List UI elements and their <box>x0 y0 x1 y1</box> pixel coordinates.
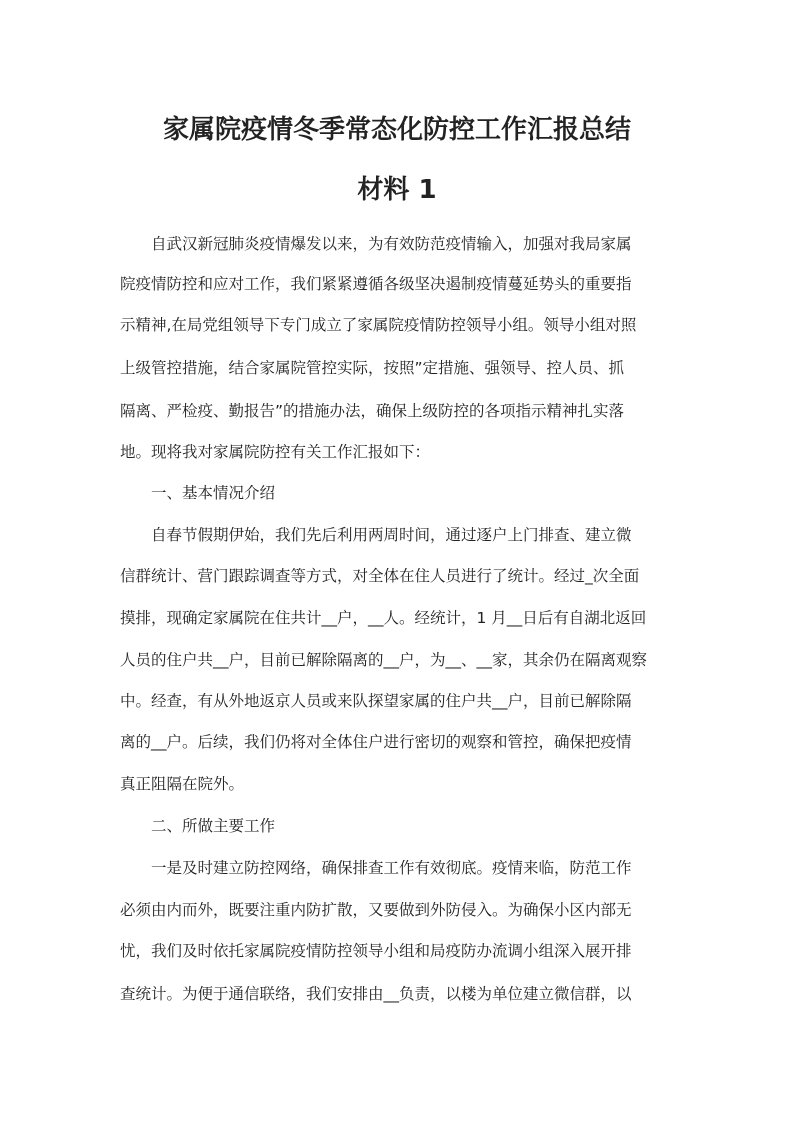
section-heading-basic-info: 一、基本情况介绍 <box>151 484 276 502</box>
section-heading-main-work: 二、所做主要工作 <box>151 817 276 835</box>
paragraph-line: 上级管控措施，结合家属院管控实际，按照”定措施、强领导、控人员、抓 <box>120 359 625 377</box>
paragraph-line: 摸排，现确定家属院在住共计__户，__人。经统计，1 月__日后有自湖北返回 <box>120 609 647 627</box>
paragraph-line: 信群统计、营门跟踪调查等方式，对全体在住人员进行了统计。经过_次全面 <box>120 567 640 585</box>
paragraph-line: 院疫情防控和应对工作，我们紧紧遵循各级坚决遏制疫情蔓延势头的重要指 <box>120 275 632 293</box>
paragraph-line: 示精神,在局党组领导下专门成立了家属院疫情防控领导小组。领导小组对照 <box>120 316 637 334</box>
paragraph-line: 隔离、严检疫、勤报告”的措施办法，确保上级防控的各项指示精神扎实落 <box>120 402 625 420</box>
paragraph-line: 真正阻隔在院外。 <box>120 775 245 793</box>
document-title-line-1: 家属院疫情冬季常态化防控工作汇报总结 <box>162 115 631 145</box>
paragraph-line: 中。经查，有从外地返京人员或来队探望家属的住户共__户，目前已解除隔 <box>120 692 632 710</box>
paragraph-line: 必须由内而外，既要注重内防扩散，又要做到外防侵入。为确保小区内部无 <box>120 901 632 919</box>
paragraph-line: 人员的住户共__户，目前已解除隔离的__户，为__、__家，其余仍在隔离观察 <box>120 651 648 669</box>
paragraph-line: 地。现将我对家属院防控有关工作汇报如下： <box>120 443 431 461</box>
paragraph-line: 自春节假期伊始，我们先后利用两周时间，通过逐户上门排查、建立微 <box>151 526 632 544</box>
paragraph-line: 一是及时建立防控网络，确保排查工作有效彻底。疫情来临，防范工作 <box>151 859 632 877</box>
paragraph-line: 查统计。为便于通信联络，我们安排由__负责，以楼为单位建立微信群，以 <box>120 985 632 1003</box>
paragraph-line: 自武汉新冠肺炎疫情爆发以来，为有效防范疫情输入，加强对我局家属 <box>151 235 632 253</box>
paragraph-line: 忧，我们及时依托家属院疫情防控领导小组和局疫防办流调小组深入展开排 <box>120 942 632 960</box>
paragraph-line: 离的__户。后续，我们仍将对全体住户进行密切的观察和管控，确保把疫情 <box>120 733 632 751</box>
document-title-line-2: 材料 1 <box>357 175 437 205</box>
